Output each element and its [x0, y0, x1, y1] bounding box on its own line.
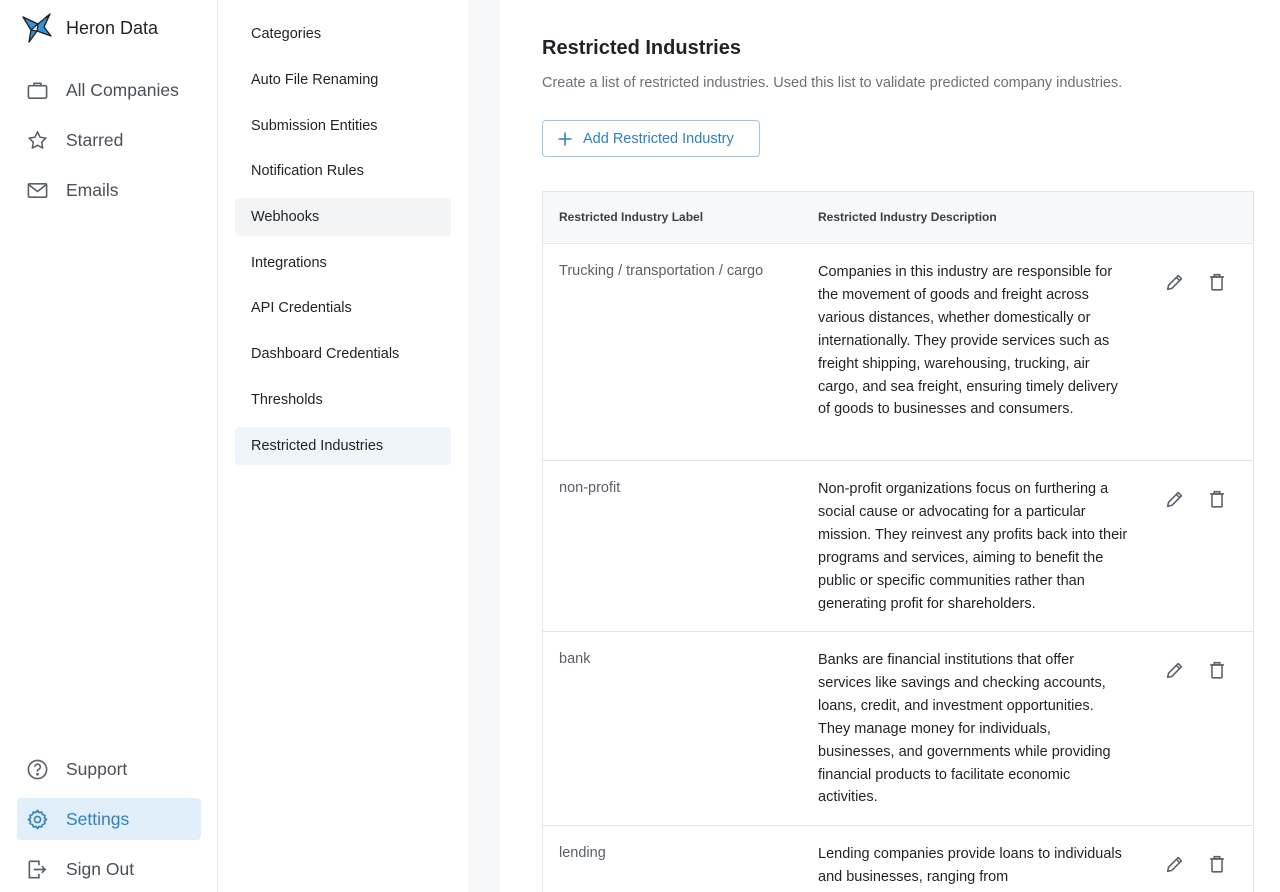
- nav-item-starred[interactable]: [17, 119, 201, 161]
- table-row: [543, 244, 1253, 461]
- nav-item-emails[interactable]: [17, 169, 201, 211]
- row-actions: [1163, 852, 1229, 876]
- nav-item-label: Support: [66, 758, 128, 779]
- nav-item-label: Settings: [66, 808, 130, 829]
- add-restricted-industry-button[interactable]: [542, 120, 760, 157]
- settings-item-api-credentials[interactable]: API Credentials: [251, 300, 352, 316]
- industry-label: non-profit: [559, 480, 621, 496]
- restricted-industries-table: [542, 191, 1254, 892]
- main-content: [500, 0, 1280, 892]
- nav-item-label: Starred: [66, 129, 124, 150]
- brand[interactable]: [20, 11, 158, 45]
- settings-item-submission-entities[interactable]: Submission Entities: [251, 118, 378, 134]
- edit-pencil-icon[interactable]: [1163, 658, 1187, 682]
- page-title: Restricted Industries: [542, 37, 741, 59]
- nav-item-label: All Companies: [66, 79, 179, 100]
- edit-pencil-icon[interactable]: [1163, 852, 1187, 876]
- settings-item-restricted-industries[interactable]: Restricted Industries: [235, 427, 451, 465]
- row-actions: [1163, 658, 1229, 682]
- sign-out-icon: [26, 858, 49, 881]
- industry-label: lending: [559, 845, 606, 861]
- heron-logo-icon: [20, 11, 54, 45]
- settings-item-auto-file-renaming[interactable]: Auto File Renaming: [251, 72, 379, 88]
- table-row: [543, 632, 1253, 826]
- industry-description: Companies in this industry are responsible for the movement of goods and freight across various distances, whether domestically or internationally. They provide services such as freight shipping, warehousing, trucking, air cargo, and sea freight, ensuring timely delivery of goods to businesses and consumers.: [818, 264, 1118, 418]
- nav-item-label: Emails: [66, 179, 119, 200]
- gear-icon: [26, 808, 49, 831]
- column-header-label: Restricted Industry Label: [559, 210, 704, 224]
- settings-menu: [219, 0, 468, 892]
- settings-item-dashboard-credentials[interactable]: Dashboard Credentials: [251, 346, 400, 362]
- settings-item-integrations[interactable]: Integrations: [251, 255, 327, 271]
- briefcase-icon: [26, 79, 49, 102]
- nav-item-sign-out[interactable]: [17, 848, 201, 890]
- delete-trash-icon[interactable]: [1205, 487, 1229, 511]
- nav-item-all-companies[interactable]: [17, 69, 201, 111]
- row-actions: [1163, 487, 1229, 511]
- mail-icon: [26, 179, 49, 202]
- settings-item-webhooks[interactable]: Webhooks: [235, 198, 451, 236]
- settings-item-thresholds[interactable]: Thresholds: [251, 392, 323, 408]
- edit-pencil-icon[interactable]: [1163, 487, 1187, 511]
- industry-label: Trucking / transportation / cargo: [559, 263, 764, 279]
- delete-trash-icon[interactable]: [1205, 658, 1229, 682]
- industry-description: Lending companies provide loans to individuals and businesses, ranging from: [818, 846, 1122, 885]
- star-icon: [26, 129, 49, 152]
- column-header-description: Restricted Industry Description: [818, 210, 997, 224]
- add-button-label: Add Restricted Industry: [583, 130, 734, 147]
- table-row: [543, 461, 1253, 632]
- settings-item-categories[interactable]: Categories: [251, 26, 322, 42]
- plus-icon: [557, 131, 573, 147]
- settings-item-notification-rules[interactable]: Notification Rules: [251, 163, 364, 179]
- delete-trash-icon[interactable]: [1205, 852, 1229, 876]
- row-actions: [1163, 270, 1229, 294]
- delete-trash-icon[interactable]: [1205, 270, 1229, 294]
- nav-item-support[interactable]: [17, 748, 201, 790]
- content-gutter: [468, 0, 500, 892]
- edit-pencil-icon[interactable]: [1163, 270, 1187, 294]
- brand-name: Heron Data: [66, 17, 159, 38]
- table-header: [543, 192, 1253, 244]
- nav-item-settings[interactable]: [17, 798, 201, 840]
- table-row: [543, 826, 1253, 892]
- help-circle-icon: [26, 758, 49, 781]
- page-subtitle: Create a list of restricted industries. Used this list to validate predicted company industries.: [542, 75, 1123, 91]
- primary-sidebar: [0, 0, 218, 892]
- nav-item-label: Sign Out: [66, 858, 135, 879]
- industry-description: Non-profit organizations focus on furthering a social cause or advocating for a particular mission. They reinvest any profits back into their programs and services, aiming to benefit the public or specific communities rather than generating profit for shareholders.: [818, 481, 1128, 612]
- industry-description: Banks are financial institutions that offer services like savings and checking accounts, loans, credit, and investment opportunities. They manage money for individuals, businesses, and governments while providing financial products to facilitate economic activities.: [818, 652, 1111, 806]
- industry-label: bank: [559, 651, 591, 667]
